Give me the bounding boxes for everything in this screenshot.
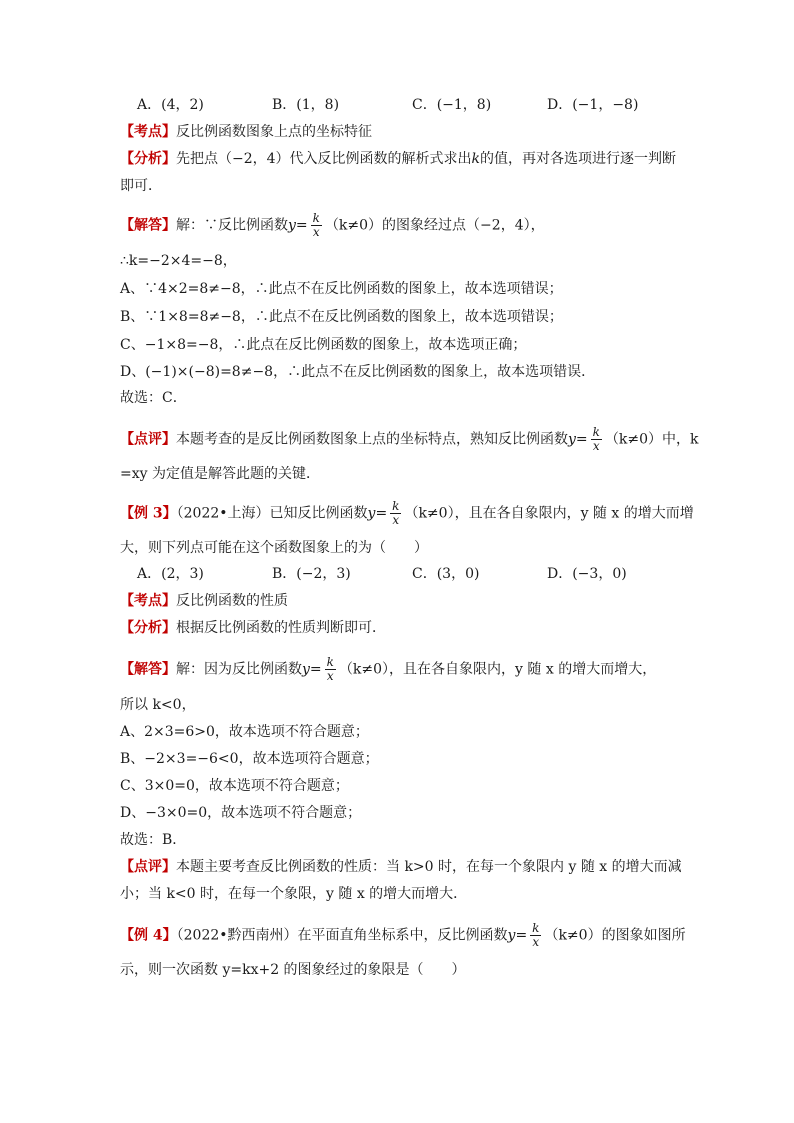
example-4-title xyxy=(120,922,686,949)
fenxi-text-end: 的值，再对各选项进行逐一判断 xyxy=(480,151,677,167)
example-text-end: （k≠0），且在各自象限内，y 随 x 的增大而增 xyxy=(404,505,694,522)
fraction-k-over-x xyxy=(591,426,602,453)
kaodian-tag: 【考点】 xyxy=(120,593,176,609)
dianping-line-2: 小；当 k<0 时，在每一个象限，y 随 x 的增大而增大． xyxy=(120,886,468,902)
frac-den: x xyxy=(326,669,334,683)
example-text-end: （k≠0）的图象如图所 xyxy=(544,927,686,944)
fraction-k-over-x xyxy=(311,212,322,239)
var-y: y xyxy=(507,927,516,944)
fenxi-tag: 【分析】 xyxy=(120,620,176,636)
ex3-dianping xyxy=(120,857,682,877)
option-c: C．(3，0) xyxy=(412,566,480,582)
kaodian-text: 反比例函数的性质 xyxy=(176,593,288,609)
jieda-a: A、∵4×2=8≠−8，∴此点不在反比例函数的图象上，故本选项错误； xyxy=(120,281,563,297)
fraction-k-over-x xyxy=(390,500,401,527)
jieda-d: D、−3×0=0，故本选项不符合题意； xyxy=(120,805,362,821)
jieda-k-line: 所以 k<0， xyxy=(120,697,196,713)
jieda-text-end: （k≠0）的图象经过点（−2，4）， xyxy=(324,217,545,234)
jieda-c: C、−1×8=−8，∴此点在反比例函数的图象上，故本选项正确； xyxy=(120,337,527,353)
example-tag: 【例 4】 xyxy=(120,927,177,944)
jieda-text: 解：∵反比例函数 xyxy=(176,217,288,234)
equals-sign: = xyxy=(309,661,322,678)
jieda-c: C、3×0=0，故本选项不符合题意； xyxy=(120,778,349,794)
dianping-tag: 【点评】 xyxy=(120,859,176,875)
dianping-line-2: =xy 为定值是解答此题的关键． xyxy=(120,466,320,482)
frac-num: k xyxy=(392,499,400,513)
equals-sign: = xyxy=(375,505,388,522)
jieda-k-line: ∴k=−2×4=−8， xyxy=(120,253,237,269)
var-y: y xyxy=(367,505,376,522)
frac-num: k xyxy=(312,211,320,225)
q2-kaodian xyxy=(120,122,372,142)
dianping-text: 本题主要考查反比例函数的性质：当 k>0 时，在每一个象限内 y 随 x 的增大而减 xyxy=(176,859,682,875)
frac-den: x xyxy=(312,225,320,239)
q2-fenxi xyxy=(120,149,676,169)
kaodian-text: 反比例函数图象上点的坐标特征 xyxy=(176,124,372,140)
jieda-answer: 故选：B． xyxy=(120,832,187,848)
q2-dianping xyxy=(120,426,699,453)
fenxi-line-2: 即可． xyxy=(120,178,162,194)
example-text: （2022•黔西南州）在平面直角坐标系中，反比例函数 xyxy=(176,927,508,944)
option-b: B．(1，8) xyxy=(272,97,340,113)
jieda-text: 解：因为反比例函数 xyxy=(176,661,302,678)
dianping-tag: 【点评】 xyxy=(120,431,176,448)
frac-den: x xyxy=(592,439,600,453)
option-d: D．(−3，0) xyxy=(547,566,627,582)
frac-den: x xyxy=(532,935,540,949)
jieda-tag: 【解答】 xyxy=(120,217,176,234)
example-4-line-2: 示，则一次函数 y=kx+2 的图象经过的象限是（ ） xyxy=(120,962,466,978)
dianping-text-end: （k≠0）中，k xyxy=(604,431,699,448)
equals-sign: = xyxy=(515,927,528,944)
option-b: B．(−2，3) xyxy=(272,566,351,582)
jieda-tag: 【解答】 xyxy=(120,661,176,678)
option-d: D．(−1，−8) xyxy=(547,97,639,113)
option-a: A．(2，3) xyxy=(137,566,204,582)
jieda-text-end: （k≠0），且在各自象限内，y 随 x 的增大而增大， xyxy=(338,661,657,678)
ex3-kaodian xyxy=(120,591,288,611)
var-k: k xyxy=(471,151,481,167)
jieda-b: B、∵1×8=8≠−8，∴此点不在反比例函数的图象上，故本选项错误； xyxy=(120,309,563,325)
var-y: y xyxy=(302,661,310,678)
example-text: （2022•上海）已知反比例函数 xyxy=(176,505,368,522)
q2-jieda-first-line xyxy=(120,212,545,239)
option-c: C．(−1，8) xyxy=(412,97,492,113)
kaodian-tag: 【考点】 xyxy=(120,124,176,140)
option-a: A．(4，2) xyxy=(137,97,204,113)
frac-den: x xyxy=(392,513,400,527)
jieda-d: D、(−1)×(−8)=8≠−8，∴此点不在反比例函数的图象上，故本选项错误． xyxy=(120,364,596,380)
fraction-k-over-x xyxy=(325,656,336,683)
frac-num: k xyxy=(532,921,540,935)
var-y: y xyxy=(568,431,576,448)
example-3-line-2: 大，则下列点可能在这个函数图象上的为（ ） xyxy=(120,540,428,556)
fenxi-text: 根据反比例函数的性质判断即可． xyxy=(176,620,386,636)
equals-sign: = xyxy=(575,431,588,448)
ex3-jieda-first-line xyxy=(120,656,656,683)
var-y: y xyxy=(288,217,296,234)
frac-num: k xyxy=(592,425,600,439)
jieda-b: B、−2×3=−6<0，故本选项符合题意； xyxy=(120,751,379,767)
frac-num: k xyxy=(326,655,334,669)
fenxi-text: 先把点（−2，4）代入反比例函数的解析式求出 xyxy=(176,151,472,167)
ex3-fenxi xyxy=(120,618,386,638)
jieda-a: A、2×3=6>0，故本选项不符合题意； xyxy=(120,724,369,740)
example-tag: 【例 3】 xyxy=(120,505,177,522)
jieda-answer: 故选：C． xyxy=(120,390,187,406)
equals-sign: = xyxy=(295,217,308,234)
example-3-title xyxy=(120,500,694,527)
fraction-k-over-x xyxy=(530,922,541,949)
fenxi-tag: 【分析】 xyxy=(120,151,176,167)
dianping-text: 本题考查的是反比例函数图象上点的坐标特点，熟知反比例函数 xyxy=(176,431,568,448)
